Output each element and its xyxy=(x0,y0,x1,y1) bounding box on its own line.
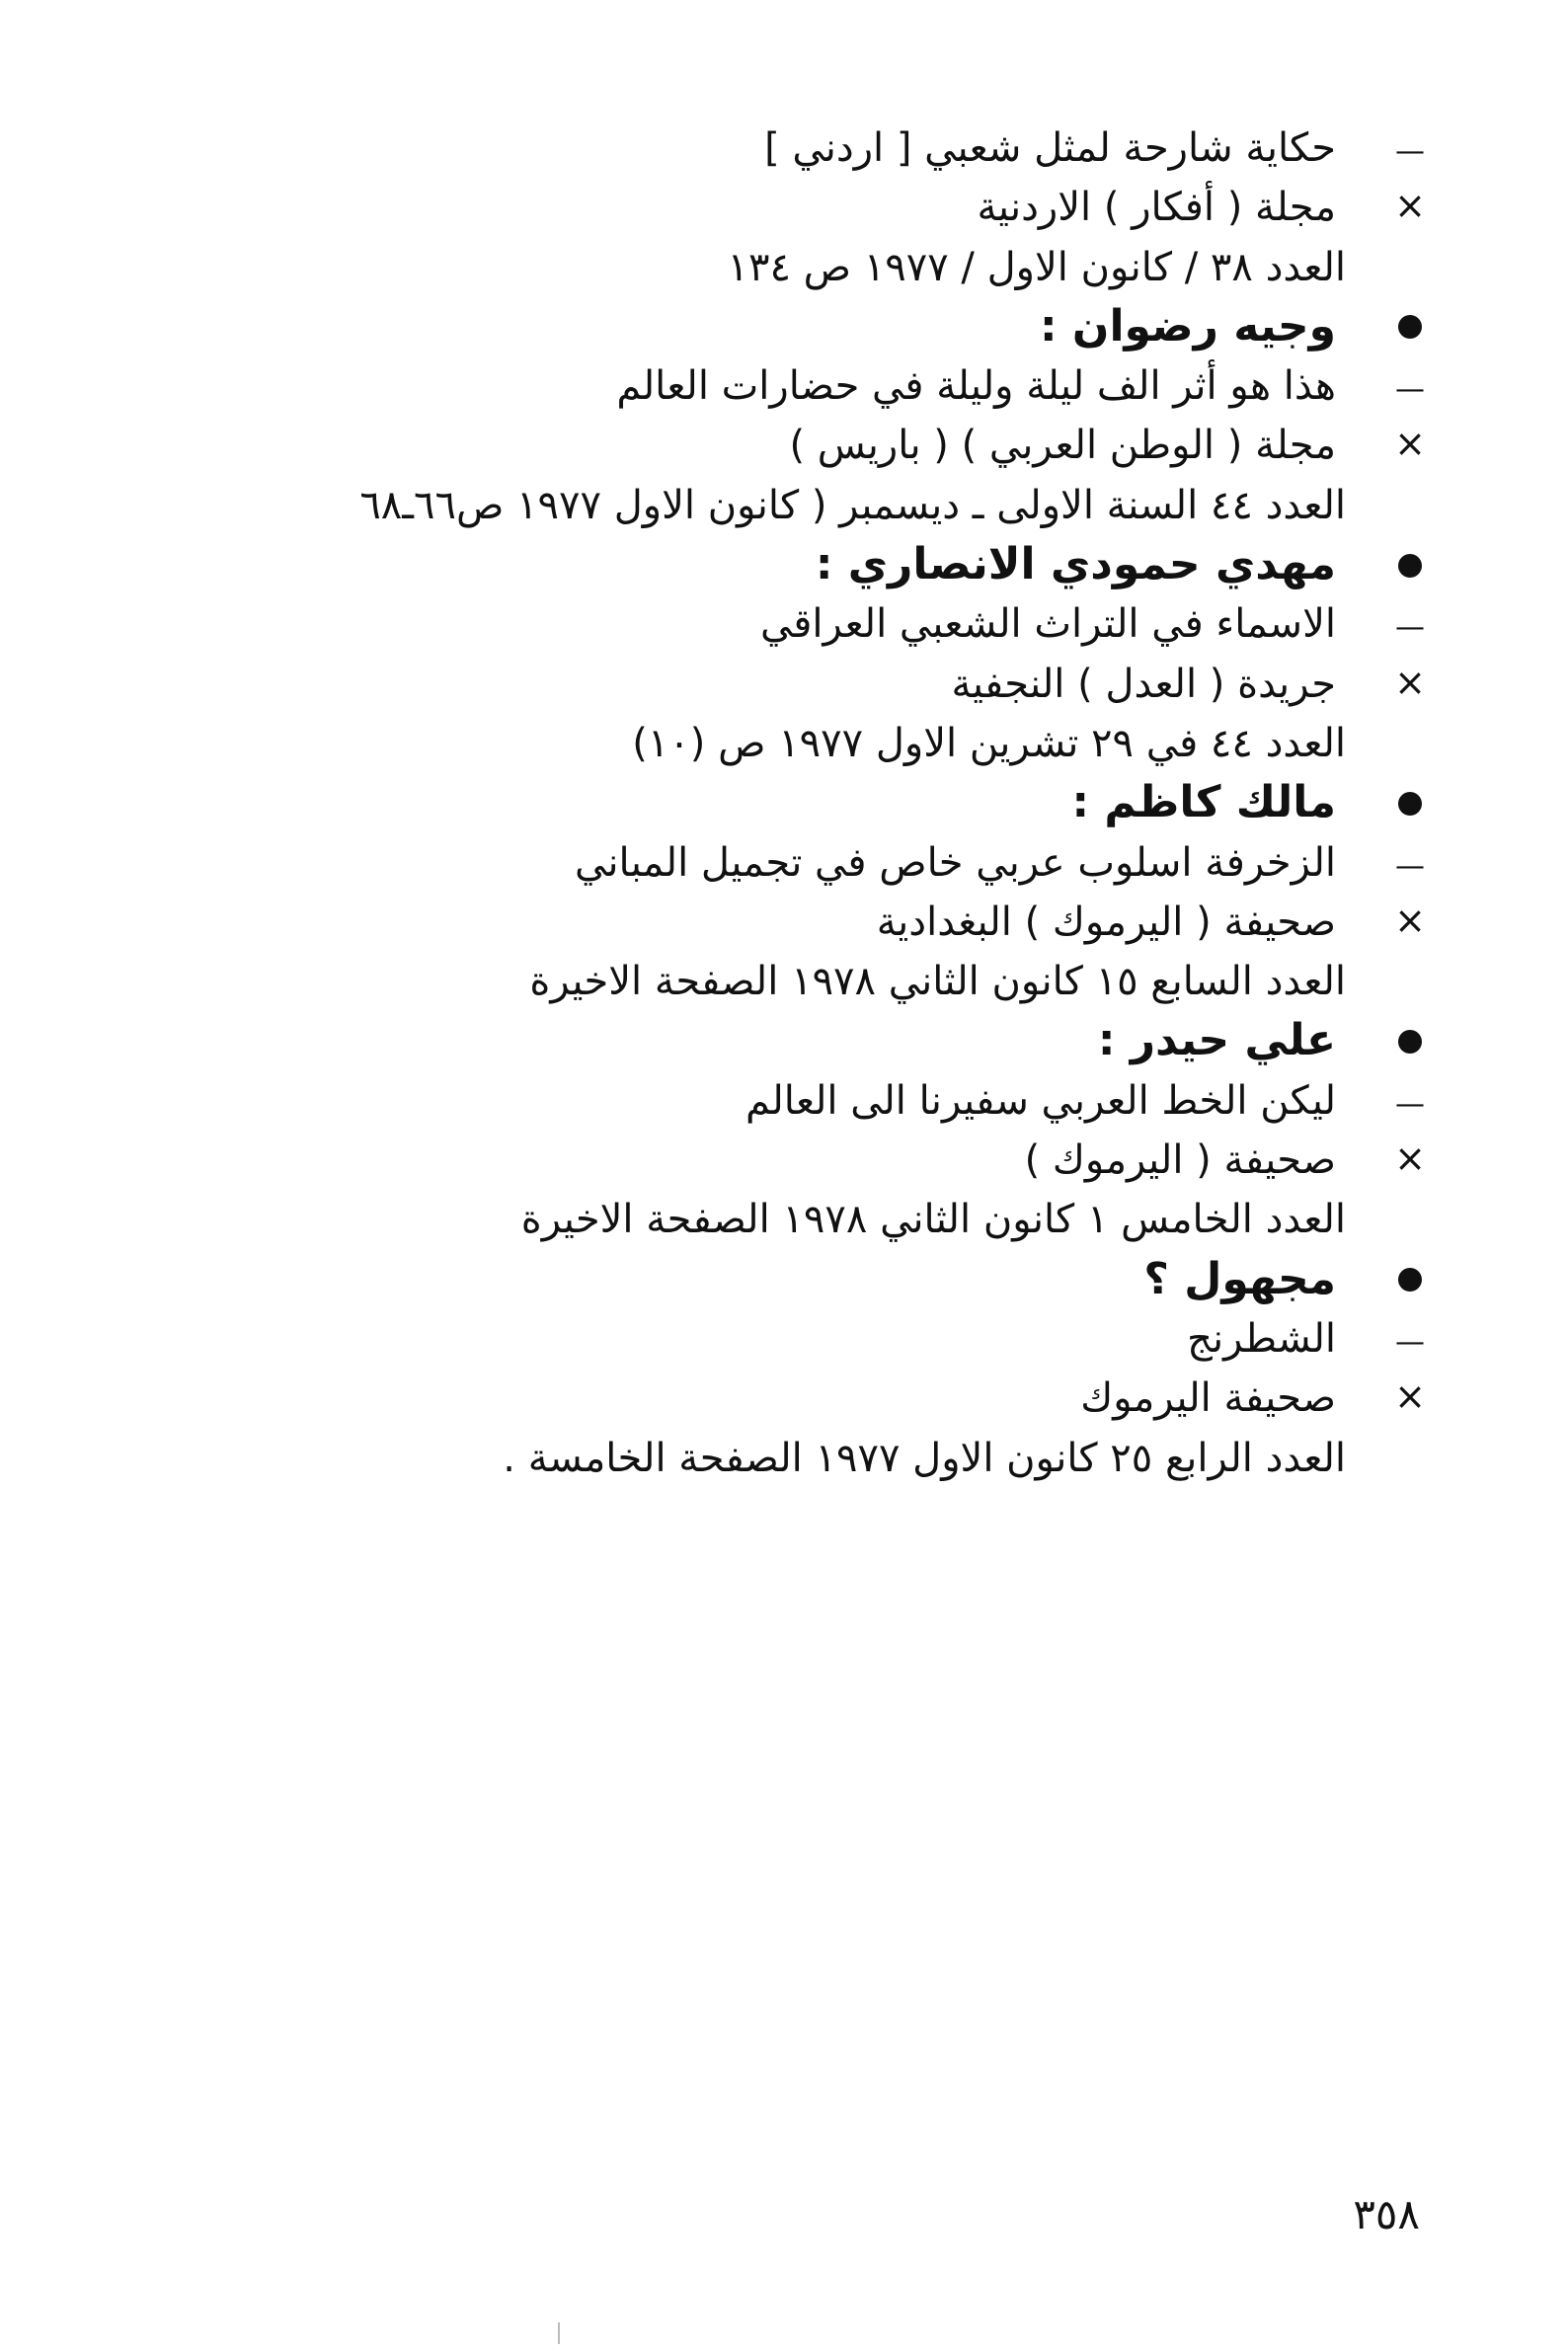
dash-icon: — xyxy=(1395,372,1425,408)
entry-issue xyxy=(171,1188,1346,1247)
entry-issue xyxy=(171,712,1346,771)
line-text: جريدة ( العدل ) النجفية xyxy=(951,661,1336,707)
entry-title xyxy=(171,117,1425,176)
entry-source xyxy=(171,653,1426,712)
entry-title xyxy=(171,354,1425,414)
bullet-dot-icon xyxy=(1398,554,1422,578)
dash-icon: — xyxy=(1395,848,1425,884)
line-text: صحيفة ( اليرموك ) xyxy=(1024,1137,1336,1184)
bullet-dot-icon xyxy=(1398,1268,1422,1292)
line-text: صحيفة اليرموك xyxy=(1080,1375,1336,1422)
bullet-icon xyxy=(1390,1009,1430,1068)
cross-icon: × xyxy=(1394,660,1426,704)
line-text: هذا هو أثر الف ليلة وليلة في حضارات العالم xyxy=(616,363,1336,410)
line-text: العدد السابع ١٥ كانون الثاني ١٩٧٨ الصفحة الاخيرة xyxy=(529,959,1346,1005)
author-heading xyxy=(171,1248,1336,1307)
author-heading xyxy=(171,771,1336,830)
entry-source xyxy=(171,414,1426,473)
entry-title xyxy=(171,1307,1425,1367)
dash-icon: — xyxy=(1395,1086,1425,1122)
line-text: العدد ٤٤ في ٢٩ تشرين الاول ١٩٧٧ ص (١٠) xyxy=(632,720,1346,766)
entry-source xyxy=(171,1129,1426,1188)
line-text: العدد ٣٨ / كانون الاول / ١٩٧٧ ص ١٣٤ xyxy=(727,244,1346,290)
entry-issue xyxy=(171,950,1346,1009)
line-text: صحيفة ( اليرموك ) البغدادية xyxy=(876,899,1336,945)
line-text: العدد ٤٤ السنة الاولى ـ ديسمبر ( كانون الاول ١٩٧٧ ص٦٦ـ٦٨ xyxy=(359,482,1346,528)
line-text: الشطرنج xyxy=(1187,1315,1336,1362)
author-heading xyxy=(171,295,1336,354)
line-text: الاسماء في التراث الشعبي العراقي xyxy=(759,601,1336,648)
entry-source xyxy=(171,891,1426,950)
entry-title xyxy=(171,831,1425,891)
cross-icon: × xyxy=(1394,422,1426,466)
bullet-dot-icon xyxy=(1398,315,1422,339)
line-text: ليكن الخط العربي سفيرنا الى العالم xyxy=(745,1077,1336,1124)
entry-source xyxy=(171,176,1426,235)
line-text: علي حيدر : xyxy=(1097,1015,1336,1066)
cross-icon: × xyxy=(1394,898,1426,942)
cross-icon: × xyxy=(1394,184,1426,228)
line-text: العدد الخامس ١ كانون الثاني ١٩٧٨ الصفحة الاخيرة xyxy=(520,1197,1346,1243)
bullet-dot-icon xyxy=(1398,792,1422,816)
line-text: مجهول ؟ xyxy=(1143,1253,1336,1304)
entry-issue xyxy=(171,1427,1346,1486)
bullet-icon xyxy=(1390,1248,1430,1307)
page-number: ٣٥٨ xyxy=(1353,2190,1420,2238)
cross-icon: × xyxy=(1394,1137,1426,1181)
bullet-icon xyxy=(1390,295,1430,354)
line-text: مالك كاظم : xyxy=(1071,777,1336,828)
line-text: الزخرفة اسلوب عربي خاص في تجميل المباني xyxy=(575,839,1336,886)
bullet-dot-icon xyxy=(1398,1030,1422,1054)
scan-artifact xyxy=(558,2322,560,2344)
dash-icon: — xyxy=(1395,610,1425,646)
line-text: وجيه رضوان : xyxy=(1039,300,1336,352)
cross-icon: × xyxy=(1394,1374,1426,1419)
entry-title xyxy=(171,1069,1425,1129)
line-text: مجلة ( الوطن العربي ) ( باريس ) xyxy=(789,423,1336,469)
author-heading xyxy=(171,533,1336,592)
line-text: مهدي حمودي الانصاري : xyxy=(815,539,1336,590)
bibliography-list xyxy=(171,117,1426,1486)
bullet-icon xyxy=(1390,533,1430,592)
author-heading xyxy=(171,1009,1336,1068)
entry-source xyxy=(171,1367,1426,1426)
line-text: حكاية شارحة لمثل شعبي [ اردني ] xyxy=(764,125,1336,171)
line-text: مجلة ( أفكار ) الاردنية xyxy=(977,185,1336,231)
dash-icon: — xyxy=(1395,134,1425,169)
entry-issue xyxy=(171,236,1346,295)
entry-title xyxy=(171,592,1425,652)
bullet-icon xyxy=(1390,771,1430,830)
line-text: العدد الرابع ٢٥ كانون الاول ١٩٧٧ الصفحة الخامسة . xyxy=(503,1435,1346,1481)
entry-issue xyxy=(171,474,1346,533)
dash-icon: — xyxy=(1395,1324,1425,1360)
